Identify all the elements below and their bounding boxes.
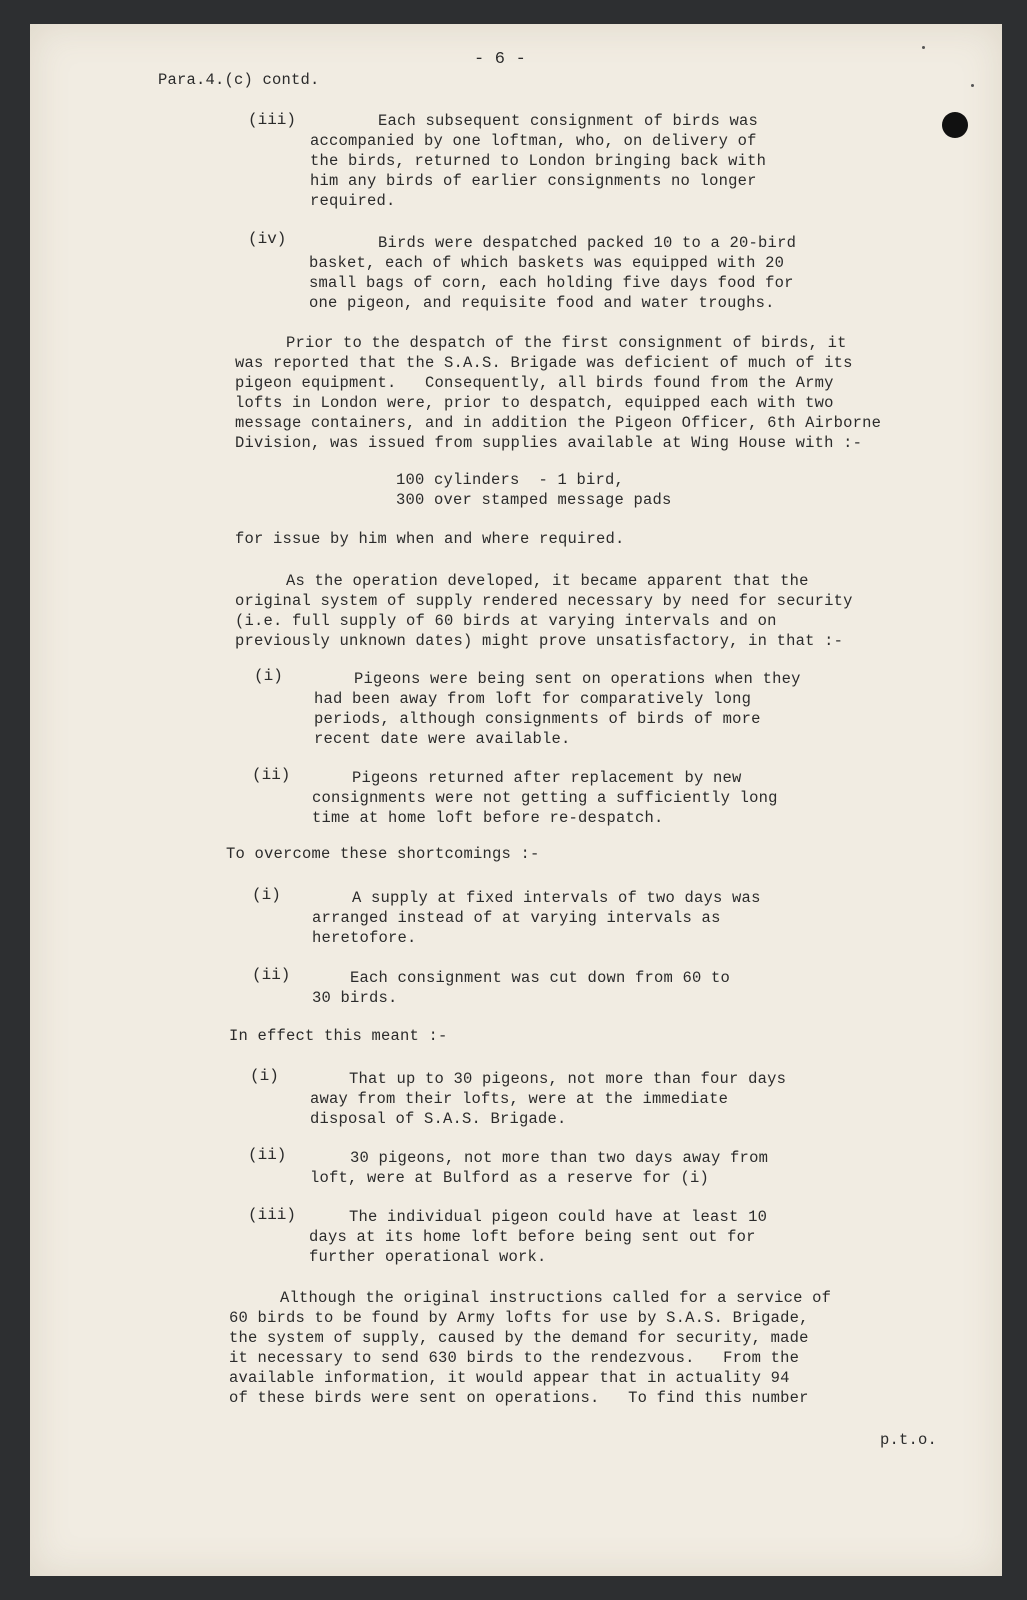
item-line: the birds, returned to London bringing back with (310, 152, 767, 170)
item-line: heretofore. (312, 929, 417, 947)
item-number: (iv) (248, 230, 287, 248)
paragraph-line: it necessary to send 630 birds to the rendezvous. From the (229, 1349, 800, 1367)
item-line: Each consignment was cut down from 60 to (350, 969, 731, 987)
item-line: disposal of S.A.S. Brigade. (310, 1110, 567, 1128)
item-line: consignments were not getting a sufficiently long (312, 789, 778, 807)
item-number: (iii) (248, 1206, 297, 1224)
paragraph-line: of these birds were sent on operations. To find this number (229, 1389, 809, 1407)
item-line: him any birds of earlier consignments no longer (310, 172, 757, 190)
paragraph-line: In effect this meant :- (229, 1027, 448, 1045)
paragraph-line: was reported that the S.A.S. Brigade was deficient of much of its (235, 354, 853, 372)
speck (922, 46, 925, 49)
item-line: Each subsequent consignment of birds was (378, 112, 759, 130)
item-number: (iii) (248, 111, 297, 129)
item-number: (ii) (252, 966, 291, 984)
item-line: periods, although consignments of birds of more (314, 710, 761, 728)
paragraph-line: lofts in London were, prior to despatch, equipped each with two (235, 394, 834, 412)
item-line: further operational work. (309, 1248, 547, 1266)
paragraph-line: Prior to the despatch of the first consignment of birds, it (286, 334, 847, 352)
supply-line: 100 cylinders - 1 bird, (396, 471, 625, 489)
item-line: time at home loft before re-despatch. (312, 809, 664, 827)
item-number: (ii) (252, 766, 291, 784)
paragraph-line: the system of supply, caused by the demand for security, made (229, 1329, 809, 1347)
item-line: 30 birds. (312, 989, 398, 1007)
item-line: basket, each of which baskets was equipped with 20 (309, 254, 785, 272)
item-line: small bags of corn, each holding five days food for (309, 274, 794, 292)
item-line: Birds were despatched packed 10 to a 20-bird (378, 234, 797, 252)
item-line: one pigeon, and requisite food and water troughs. (309, 294, 775, 312)
page-number: - 6 - (474, 50, 527, 69)
item-line: recent date were available. (314, 730, 571, 748)
item-line: arranged instead of at varying intervals as (312, 909, 721, 927)
item-line: That up to 30 pigeons, not more than four days (349, 1070, 787, 1088)
item-line: loft, were at Bulford as a reserve for (i) (310, 1169, 710, 1187)
paragraph-line: message containers, and in addition the Pigeon Officer, 6th Airborne (235, 414, 882, 432)
item-number: (i) (252, 886, 281, 904)
item-line: accompanied by one loftman, who, on delivery of (310, 132, 757, 150)
paragraph-line: pigeon equipment. Consequently, all birds found from the Army (235, 374, 834, 392)
item-number: (ii) (248, 1146, 287, 1164)
item-line: away from their lofts, were at the immediate (310, 1090, 729, 1108)
item-line: Pigeons returned after replacement by new (352, 769, 742, 787)
para-reference: Para.4.(c) contd. (158, 71, 320, 89)
paragraph-line: To overcome these shortcomings :- (226, 845, 540, 863)
item-line: had been away from loft for comparatively long (314, 690, 752, 708)
paragraph-line: As the operation developed, it became apparent that the (286, 572, 809, 590)
item-line: required. (310, 192, 396, 210)
item-line: 30 pigeons, not more than two days away from (350, 1149, 769, 1167)
paragraph-line: previously unknown dates) might prove unsatisfactory, in that :- (235, 632, 844, 650)
paragraph-line: available information, it would appear that in actuality 94 (229, 1369, 790, 1387)
paragraph-line: (i.e. full supply of 60 birds at varying intervals and on (235, 612, 777, 630)
punch-hole (942, 112, 968, 138)
paragraph-line: Although the original instructions called for a service of (280, 1289, 832, 1307)
item-number: (i) (254, 667, 283, 685)
paragraph-line: for issue by him when and where required. (235, 530, 625, 548)
paragraph-line: original system of supply rendered necessary by need for security (235, 592, 853, 610)
speck (971, 84, 974, 87)
item-number: (i) (250, 1067, 279, 1085)
item-line: days at its home loft before being sent out for (309, 1228, 756, 1246)
item-line: Pigeons were being sent on operations when they (354, 670, 801, 688)
item-line: The individual pigeon could have at least 10 (349, 1208, 768, 1226)
pto-footer: p.t.o. (880, 1431, 938, 1449)
paragraph-line: 60 birds to be found by Army lofts for use by S.A.S. Brigade, (229, 1309, 809, 1327)
paragraph-line: Division, was issued from supplies available at Wing House with :- (235, 434, 863, 452)
item-line: A supply at fixed intervals of two days was (352, 889, 761, 907)
supply-line: 300 over stamped message pads (396, 491, 672, 509)
